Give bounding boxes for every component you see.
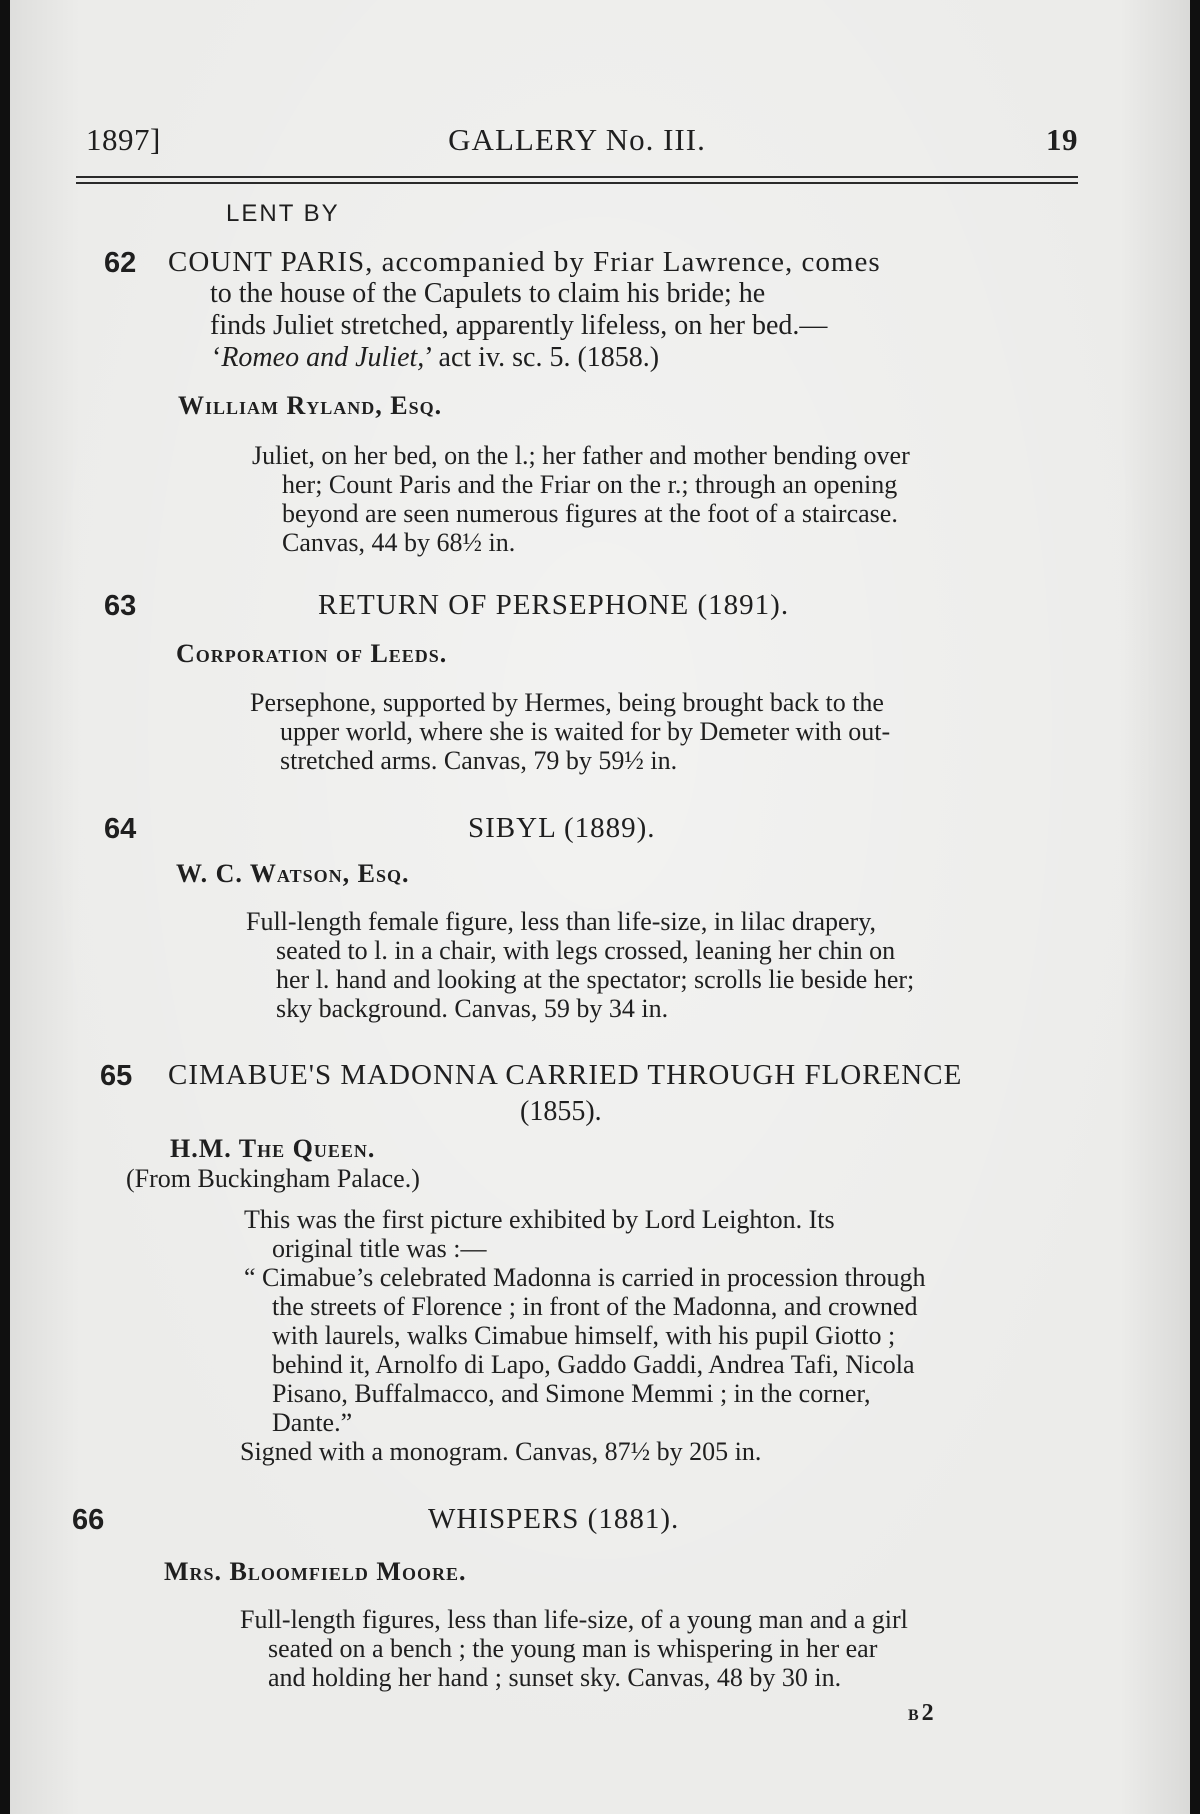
description-line: Dante.” — [272, 1408, 353, 1437]
entry-title-line: to the house of the Capulets to claim his bride; he — [210, 278, 766, 309]
lender-name: William Ryland, Esq. — [178, 391, 443, 420]
entry-number: 66 — [72, 1504, 105, 1536]
description-line: stretched arms. Canvas, 79 by 59½ in. — [280, 746, 678, 775]
signed-line: Signed with a monogram. Canvas, 87½ by 205 in. — [240, 1437, 762, 1466]
lender-name: H.M. The Queen. — [170, 1134, 376, 1163]
page-number: 19 — [1046, 122, 1078, 157]
description-line: sky background. Canvas, 59 by 34 in. — [276, 994, 669, 1023]
running-header — [76, 122, 1078, 158]
entry-number: 62 — [104, 247, 137, 279]
description-line: beyond are seen numerous figures at the foot of a staircase. — [282, 499, 898, 528]
entry-title-line: CIMABUE'S MADONNA CARRIED THROUGH FLORENCE — [168, 1059, 963, 1091]
description-line: seated to l. in a chair, with legs crossed, leaning her chin on — [276, 936, 896, 965]
description-line: her l. hand and looking at the spectator; scrolls lie beside her; — [276, 965, 915, 994]
entry-source-line — [212, 343, 659, 373]
description-line: and holding her hand ; sunset sky. Canvas, 48 by 30 in. — [268, 1663, 842, 1692]
description-line: “ Cimabue’s celebrated Madonna is carried in procession through — [244, 1263, 926, 1292]
entry-title: RETURN OF PERSEPHONE (1891). — [318, 589, 790, 621]
entry-title: WHISPERS (1881). — [428, 1503, 680, 1535]
entry-title-line: COUNT PARIS, accompanied by Friar Lawrence, comes — [168, 246, 881, 278]
source-reference: ’ act iv. sc. 5. (1858.) — [424, 342, 660, 373]
description-line: upper world, where she is waited for by Demeter with out- — [280, 717, 891, 746]
description-line: her; Count Paris and the Friar on the r.; through an opening — [282, 470, 898, 499]
entry-number: 65 — [100, 1060, 133, 1092]
entry-number: 63 — [104, 590, 137, 622]
quote-mark: ‘ — [212, 342, 222, 373]
description-line: Full-length female figure, less than life-size, in lilac drapery, — [246, 907, 877, 936]
description-line: Canvas, 44 by 68½ in. — [282, 528, 516, 557]
description-line: behind it, Arnolfo di Lapo, Gaddo Gaddi, Andrea Tafi, Nicola — [272, 1350, 915, 1379]
header-rule-top — [76, 176, 1078, 178]
entry-title-line: (1855). — [520, 1096, 602, 1127]
header-title: GALLERY No. III. — [448, 122, 706, 157]
lender-name: W. C. Watson, Esq. — [176, 859, 410, 888]
description-line: Persephone, supported by Hermes, being brought back to the — [250, 688, 884, 717]
description-line: seated on a bench ; the young man is whispering in her ear — [268, 1634, 878, 1663]
lender-name: Corporation of Leeds. — [176, 639, 448, 668]
signature-letter: B — [908, 1707, 920, 1724]
description-line: with laurels, walks Cimabue himself, with his pupil Giotto ; — [272, 1321, 896, 1350]
signature-mark — [908, 1700, 934, 1727]
description-line: original title was :— — [272, 1234, 487, 1263]
signature-number: 2 — [921, 1700, 934, 1726]
description-line: the streets of Florence ; in front of the Madonna, and crowned — [272, 1292, 918, 1321]
lender-note: (From Buckingham Palace.) — [126, 1164, 420, 1193]
entry-title-line: finds Juliet stretched, apparently lifeless, on her bed.— — [210, 310, 828, 341]
entry-number: 64 — [104, 813, 137, 845]
source-work: Romeo and Juliet, — [221, 342, 425, 373]
description-line: Juliet, on her bed, on the l.; her father and mother bending over — [252, 441, 910, 470]
header-year: 1897] — [86, 122, 161, 157]
lent-by-label: LENT BY — [226, 200, 340, 227]
description-line: Full-length figures, less than life-size, of a young man and a girl — [240, 1605, 908, 1634]
description-line: This was the first picture exhibited by Lord Leighton. Its — [244, 1205, 835, 1234]
description-line: Pisano, Buffalmacco, and Simone Memmi ; in the corner, — [272, 1379, 871, 1408]
lender-name: Mrs. Bloomfield Moore. — [164, 1557, 467, 1586]
entry-title: SIBYL (1889). — [468, 812, 656, 844]
header-rule-bottom — [76, 182, 1078, 184]
